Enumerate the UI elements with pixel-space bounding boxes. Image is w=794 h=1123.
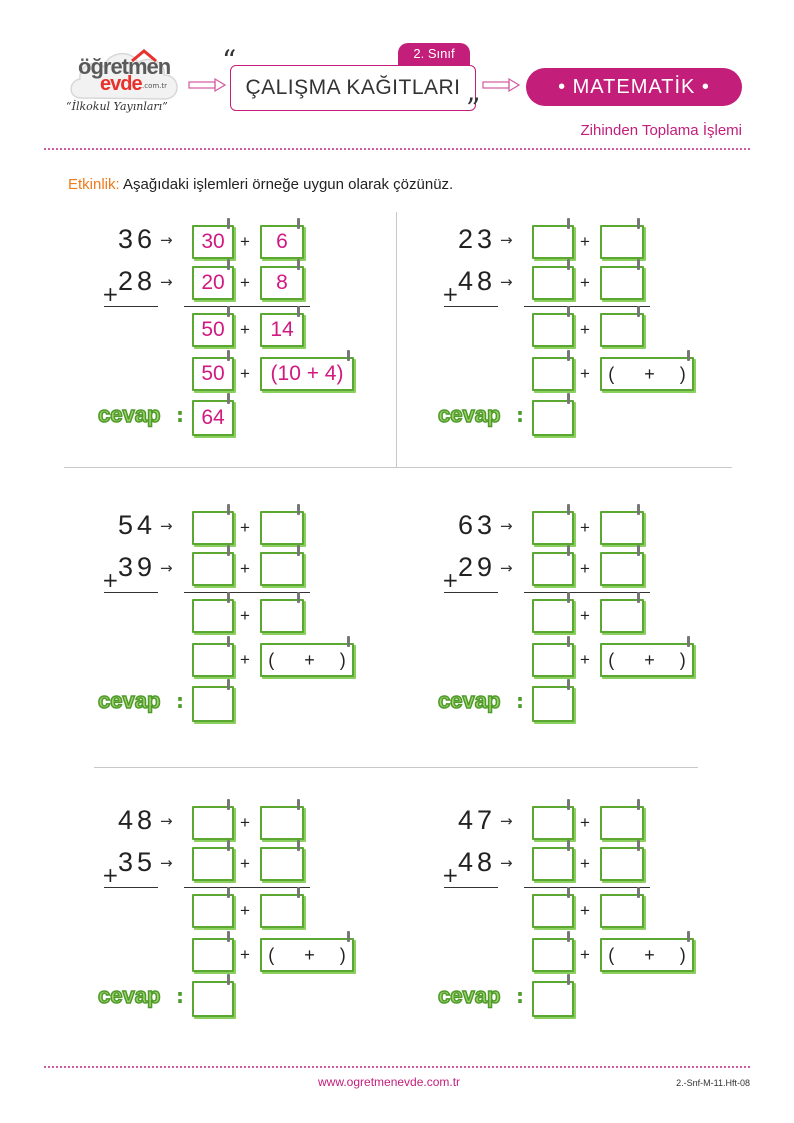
answer-box[interactable] (192, 643, 234, 677)
answer-box[interactable] (600, 225, 644, 259)
pin-icon (567, 504, 570, 515)
close-quote-icon: ” (466, 92, 481, 125)
pin-icon (227, 504, 230, 515)
instruction (68, 176, 453, 193)
pin-icon (567, 636, 570, 647)
pin-icon (347, 350, 350, 361)
colon: : (516, 403, 524, 427)
pin-icon (297, 840, 300, 851)
underline (444, 306, 498, 307)
pin-icon (637, 259, 640, 270)
answer-box[interactable] (600, 511, 644, 545)
answer-box[interactable] (600, 806, 644, 840)
pin-icon (567, 259, 570, 270)
pin-icon (297, 504, 300, 515)
pin-icon (567, 931, 570, 942)
answer-box[interactable] (192, 599, 234, 633)
final-answer-box[interactable] (532, 981, 574, 1017)
arrow-icon: → (500, 812, 513, 830)
arrow-icon: → (160, 812, 173, 830)
colon: : (516, 689, 524, 713)
subject-badge: • MATEMATİK • (526, 68, 742, 106)
pin-icon (227, 306, 230, 317)
answer-box[interactable] (600, 313, 644, 347)
pin-icon (227, 887, 230, 898)
pin-icon (227, 799, 230, 810)
answer-box[interactable] (532, 511, 574, 545)
answer-box[interactable] (532, 599, 574, 633)
pin-icon (297, 887, 300, 898)
answer-box[interactable] (532, 313, 574, 347)
pin-icon (297, 592, 300, 603)
answer-label: cevap (438, 688, 501, 713)
pin-icon (567, 350, 570, 361)
plus-sign: + (580, 606, 590, 625)
answer-box[interactable] (260, 552, 304, 586)
arrow-icon: → (160, 517, 173, 535)
pin-icon (567, 887, 570, 898)
pin-icon (567, 592, 570, 603)
open-quote-icon: “ (222, 44, 237, 77)
pin-icon (297, 259, 300, 270)
footer-url[interactable]: www.ogretmenevde.com.tr (318, 1075, 461, 1089)
row-divider (64, 467, 732, 468)
plus-sign: + (580, 945, 590, 964)
footer-code: 2.-Snf-M-11.Hft-08 (676, 1078, 750, 1088)
answer-box[interactable]: 20 (192, 266, 234, 300)
pin-icon (567, 393, 570, 404)
plus-sign: + (442, 863, 459, 887)
colon: : (176, 403, 184, 427)
pin-icon (637, 545, 640, 556)
pin-icon (637, 306, 640, 317)
answer-box[interactable] (260, 599, 304, 633)
pin-icon (687, 636, 690, 647)
plus-sign: + (240, 320, 250, 339)
instruction-text: Aşağıdaki işlemleri örneğe uygun olarak çözünüz. (119, 176, 454, 193)
answer-label: cevap (98, 688, 161, 713)
answer-box[interactable] (600, 894, 644, 928)
answer-box[interactable] (260, 847, 304, 881)
answer-box[interactable] (192, 511, 234, 545)
answer-box[interactable]: 50 (192, 357, 234, 391)
plus-sign: + (240, 518, 250, 537)
answer-box[interactable]: 6 (260, 225, 304, 259)
addend-bottom: 29 (458, 552, 497, 582)
addend-top: 23 (458, 224, 497, 254)
instruction-label: Etkinlik: (68, 176, 120, 193)
underline (104, 887, 158, 888)
answer-box[interactable] (192, 806, 234, 840)
answer-box[interactable] (192, 894, 234, 928)
pin-icon (227, 393, 230, 404)
plus-sign: + (580, 232, 590, 251)
pin-icon (227, 974, 230, 985)
underline (104, 306, 158, 307)
plus-sign: + (580, 320, 590, 339)
answer-box[interactable]: 14 (260, 313, 304, 347)
answer-box[interactable]: 30 (192, 225, 234, 259)
pin-icon (567, 799, 570, 810)
plus-sign: + (240, 559, 250, 578)
addend-bottom: 39 (118, 552, 157, 582)
plus-sign: + (580, 901, 590, 920)
answer-box[interactable]: 50 (192, 313, 234, 347)
plus-sign: + (240, 813, 250, 832)
plus-sign: + (240, 901, 250, 920)
pin-icon (637, 218, 640, 229)
plus-sign: + (240, 273, 250, 292)
plus-sign: + (240, 606, 250, 625)
addend-top: 36 (118, 224, 157, 254)
answer-box[interactable] (600, 847, 644, 881)
pin-icon (567, 306, 570, 317)
pin-icon (227, 545, 230, 556)
plus-sign: + (102, 568, 119, 592)
plus-sign: + (240, 854, 250, 873)
pin-icon (637, 799, 640, 810)
answer-box[interactable] (192, 847, 234, 881)
footer-divider (44, 1066, 750, 1068)
arrow-icon: → (160, 854, 173, 872)
paren-box[interactable]: ( + ) (600, 643, 694, 677)
final-answer-box[interactable] (192, 686, 234, 722)
plus-sign: + (580, 813, 590, 832)
pin-icon (687, 350, 690, 361)
answer-box[interactable] (532, 357, 574, 391)
pin-icon (567, 679, 570, 690)
arrow-right-icon (482, 78, 520, 92)
pin-icon (227, 679, 230, 690)
answer-box[interactable] (600, 552, 644, 586)
answer-label: cevap (438, 402, 501, 427)
answer-box[interactable] (192, 552, 234, 586)
pin-icon (567, 545, 570, 556)
paren-box[interactable]: ( + ) (600, 938, 694, 972)
pin-icon (297, 799, 300, 810)
addend-top: 48 (118, 805, 157, 835)
answer-label: cevap (98, 983, 161, 1008)
addend-bottom: 35 (118, 847, 157, 877)
pin-icon (347, 931, 350, 942)
arrow-icon: → (500, 273, 513, 291)
paren-box[interactable]: ( + ) (260, 643, 354, 677)
grade-tab: 2. Sınıf (398, 43, 470, 65)
pin-icon (637, 504, 640, 515)
underline (184, 306, 310, 307)
final-answer-box[interactable] (532, 686, 574, 722)
answer-box[interactable] (532, 806, 574, 840)
plus-sign: + (240, 232, 250, 251)
logo-text-evde: evde (100, 73, 142, 95)
answer-label: cevap (438, 983, 501, 1008)
answer-box[interactable] (532, 938, 574, 972)
plus-sign: + (580, 650, 590, 669)
publisher-name: “İlkokul Yayınları” (66, 100, 168, 113)
underline (104, 592, 158, 593)
plus-sign: + (580, 273, 590, 292)
underline (184, 887, 310, 888)
plus-sign: + (240, 650, 250, 669)
arrow-icon: → (160, 273, 173, 291)
arrow-right-icon (188, 78, 226, 92)
answer-box[interactable] (532, 643, 574, 677)
pin-icon (297, 218, 300, 229)
answer-box[interactable] (532, 894, 574, 928)
answer-box[interactable]: 8 (260, 266, 304, 300)
row-divider (94, 767, 698, 768)
answer-box[interactable] (532, 552, 574, 586)
arrow-icon: → (500, 517, 513, 535)
pin-icon (567, 974, 570, 985)
pin-icon (227, 259, 230, 270)
addend-bottom: 48 (458, 847, 497, 877)
answer-box[interactable] (260, 511, 304, 545)
addend-bottom: 28 (118, 266, 157, 296)
answer-box[interactable] (192, 938, 234, 972)
pin-icon (687, 931, 690, 942)
plus-sign: + (580, 854, 590, 873)
arrow-icon: → (160, 559, 173, 577)
final-answer-box[interactable] (532, 400, 574, 436)
answer-box[interactable] (532, 266, 574, 300)
plus-sign: + (580, 518, 590, 537)
underline (524, 592, 650, 593)
plus-sign: + (580, 364, 590, 383)
plus-sign: + (102, 282, 119, 306)
addend-top: 63 (458, 510, 497, 540)
answer-box[interactable] (600, 599, 644, 633)
underline (524, 887, 650, 888)
final-answer-box[interactable] (192, 981, 234, 1017)
colon: : (176, 689, 184, 713)
pin-icon (567, 840, 570, 851)
underline (524, 306, 650, 307)
worksheet-title: ÇALIŞMA KAĞITLARI (230, 65, 476, 111)
addend-bottom: 48 (458, 266, 497, 296)
pin-icon (227, 350, 230, 361)
arrow-icon: → (160, 231, 173, 249)
plus-sign: + (580, 559, 590, 578)
paren-box[interactable]: (10 + 4) (260, 357, 354, 391)
answer-box[interactable] (532, 225, 574, 259)
pin-icon (297, 306, 300, 317)
colon: : (516, 984, 524, 1008)
header-divider (44, 148, 750, 150)
pin-icon (227, 218, 230, 229)
pin-icon (347, 636, 350, 647)
pin-icon (637, 840, 640, 851)
pin-icon (227, 636, 230, 647)
pin-icon (227, 840, 230, 851)
underline (444, 887, 498, 888)
paren-box[interactable]: ( + ) (600, 357, 694, 391)
answer-box[interactable] (532, 847, 574, 881)
answer-box[interactable] (260, 894, 304, 928)
plus-sign: + (442, 568, 459, 592)
logo-text: öğretmen (78, 54, 171, 79)
underline (184, 592, 310, 593)
topic-title: Zihinden Toplama İşlemi (580, 122, 742, 139)
plus-sign: + (442, 282, 459, 306)
pin-icon (567, 218, 570, 229)
colon: : (176, 984, 184, 1008)
answer-box[interactable] (260, 806, 304, 840)
pin-icon (297, 545, 300, 556)
column-divider (396, 212, 397, 468)
paren-box[interactable]: ( + ) (260, 938, 354, 972)
underline (444, 592, 498, 593)
plus-sign: + (102, 863, 119, 887)
arrow-icon: → (500, 854, 513, 872)
addend-top: 47 (458, 805, 497, 835)
answer-label: cevap (98, 402, 161, 427)
arrow-icon: → (500, 559, 513, 577)
arrow-icon: → (500, 231, 513, 249)
pin-icon (227, 592, 230, 603)
addend-top: 54 (118, 510, 157, 540)
plus-sign: + (240, 945, 250, 964)
pin-icon (637, 887, 640, 898)
answer-box[interactable] (600, 266, 644, 300)
logo-domain: .com.tr (142, 82, 168, 90)
pin-icon (637, 592, 640, 603)
pin-icon (227, 931, 230, 942)
plus-sign: + (240, 364, 250, 383)
final-answer-box[interactable]: 64 (192, 400, 234, 436)
